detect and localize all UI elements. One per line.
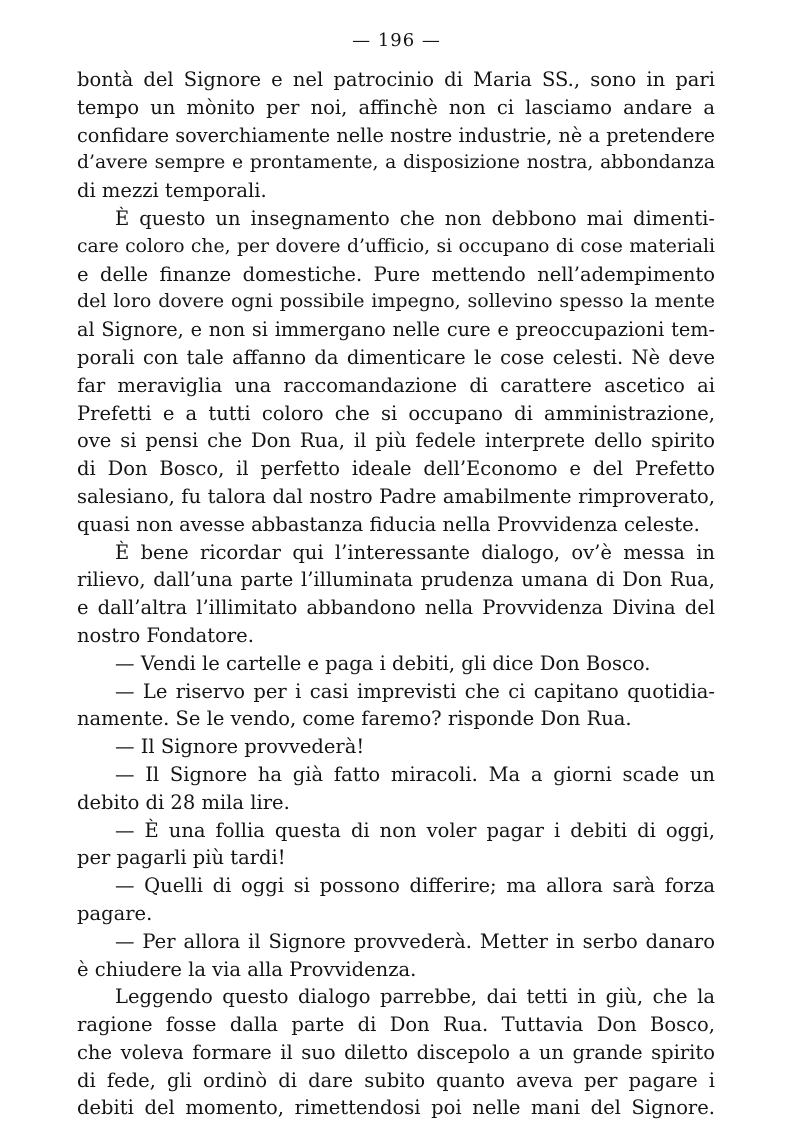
text-line: namente. Se le vendo, come faremo? risponde Don Rua.: [77, 707, 632, 731]
text-line: ove si pensi che Don Rua, il più fedele interprete dello spirito: [77, 429, 715, 453]
text-line: e dall’altra l’illimitato abbandono nella Provvidenza Divina del: [77, 596, 715, 620]
text-line: — Il Signore provvederà!: [115, 735, 365, 759]
text-line: — Per allora il Signore provvederà. Metter in serbo danaro: [115, 929, 715, 953]
text-line: tempo un mònito per noi, affinchè non ci lasciamo andare a: [77, 95, 715, 119]
text-line: — Il Signore ha già fatto miracoli. Ma a giorni scade un: [115, 762, 715, 786]
text-line: bontà del Signore e nel patrocinio di Maria SS., sono in pari: [77, 68, 715, 91]
text-line: — Quelli di oggi si possono differire; ma allora sarà forza: [115, 874, 715, 898]
text-line: d’avere sempre e prontamente, a disposizione nostra, abbondanza: [77, 152, 715, 174]
text-line: di fede, gli ordinò di dare subito quanto aveva per pagare i: [77, 1068, 715, 1092]
text-line: che voleva formare il suo diletto discepolo a un grande spirito: [77, 1040, 715, 1064]
text-line: Leggendo questo dialogo parrebbe, dai tetti in giù, che la: [115, 985, 715, 1009]
text-line: quasi non avesse abbastanza fiducia nella Provvidenza celeste.: [77, 512, 700, 536]
text-line: debito di 28 mila lire.: [77, 790, 290, 814]
text-line: care coloro che, per dovere d’ufficio, si occupano di cose materiali: [77, 235, 715, 257]
text-line: Prefetti e a tutti coloro che si occupano di amministrazione,: [77, 401, 715, 425]
text-line: per pagarli più tardi!: [77, 846, 286, 870]
text-line: — È una follia questa di non voler pagar i debiti di oggi,: [115, 818, 715, 842]
text-line: far meraviglia una raccomandazione di carattere ascetico ai: [77, 373, 715, 397]
text-line: È questo un insegnamento che non debbono mai dimenti-: [115, 206, 715, 230]
text-line: ragione fosse dalla parte di Don Rua. Tuttavia Don Bosco,: [77, 1013, 715, 1037]
text-line: di Don Bosco, il perfetto ideale dell’Economo e del Prefetto: [77, 457, 715, 481]
page-number: — 196 —: [352, 30, 441, 51]
text-line: al Signore, e non si immergano nelle cure e preoccupazioni tem-: [77, 318, 715, 342]
text-line: nostro Fondatore.: [77, 623, 254, 647]
text-line: — Vendi le cartelle e paga i debiti, gli dice Don Bosco.: [115, 651, 651, 675]
body-text: [77, 66, 715, 1122]
text-line: confidare soverchiamente nelle nostre industrie, nè a pretendere: [77, 123, 715, 147]
text-line: del loro dovere ogni possibile impegno, sollevino spesso la mente: [77, 290, 715, 313]
text-line: — Le riservo per i casi imprevisti che ci capitano quotidia-: [115, 679, 715, 703]
text-line: porali con tale affanno da dimenticare le cose celesti. Nè deve: [77, 345, 715, 369]
text-line: rilievo, dall’una parte l’illuminata prudenza umana di Don Rua,: [77, 568, 715, 592]
text-line: è chiudere la via alla Provvidenza.: [77, 957, 417, 981]
text-line: debiti del momento, rimettendosi poi nelle mani del Signore.: [77, 1096, 715, 1120]
text-line: di mezzi temporali.: [77, 179, 267, 203]
text-line: È bene ricordar qui l’interessante dialogo, ov’è messa in: [115, 540, 715, 564]
text-line: pagare.: [77, 901, 153, 925]
text-line: salesiano, fu talora dal nostro Padre amabilmente rimproverato,: [77, 484, 715, 508]
text-line: e delle finanze domestiche. Pure mettendo nell’adempimento: [77, 262, 715, 286]
